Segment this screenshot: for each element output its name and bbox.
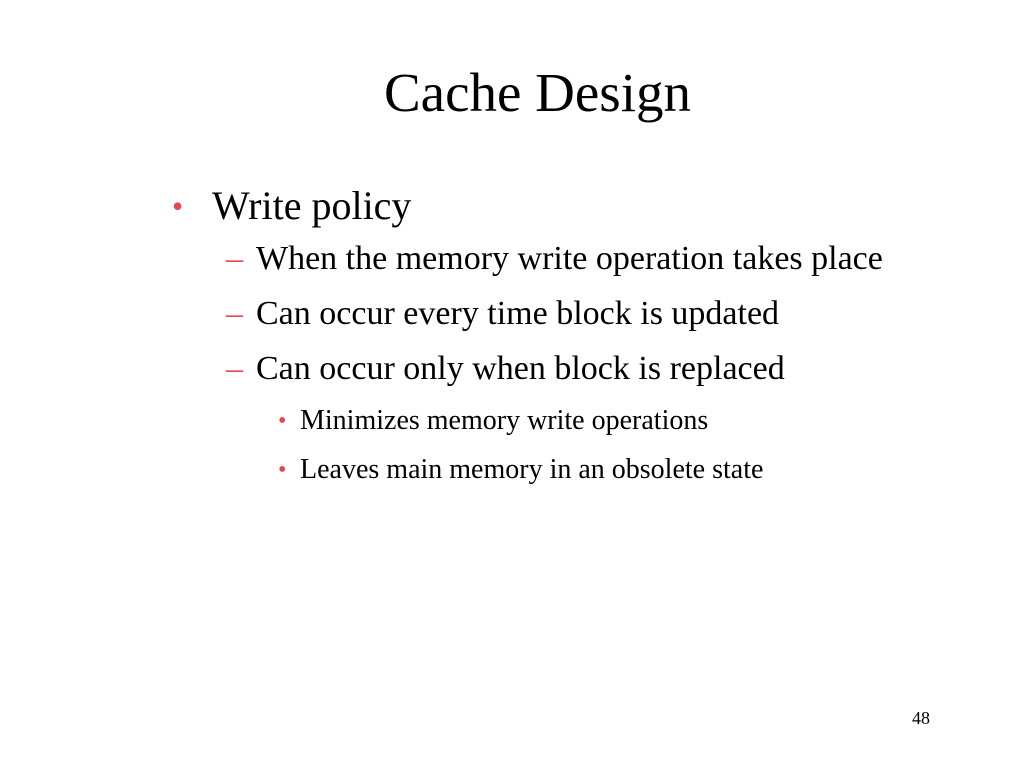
bullet-text: Can occur every time block is updated [256,295,780,332]
slide-title: Cache Design [384,62,691,123]
page-number: 48 [912,708,930,728]
bullet-item-level1 [170,182,930,230]
bullet-dot-icon: • [278,457,287,483]
bullet-text: Minimizes memory write operations [300,405,709,436]
bullet-item-level3 [278,452,930,488]
dash-bullet-icon: – [226,350,243,387]
dash-bullet-icon: – [226,240,243,277]
bullet-item-level2 [226,348,930,390]
bullet-text: Can occur only when block is replaced [256,350,785,387]
bullet-item-level3 [278,403,930,439]
bullet-dot-icon: • [278,408,287,434]
bullet-text: When the memory write operation takes place [256,240,883,277]
bullet-item-level2 [226,238,930,280]
bullet-dot-icon: • [172,188,184,224]
bullet-list [170,182,930,501]
bullet-item-level2 [226,293,930,335]
bullet-text: Leaves main memory in an obsolete state [300,454,764,485]
bullet-text: Write policy [212,183,412,228]
dash-bullet-icon: – [226,295,243,332]
